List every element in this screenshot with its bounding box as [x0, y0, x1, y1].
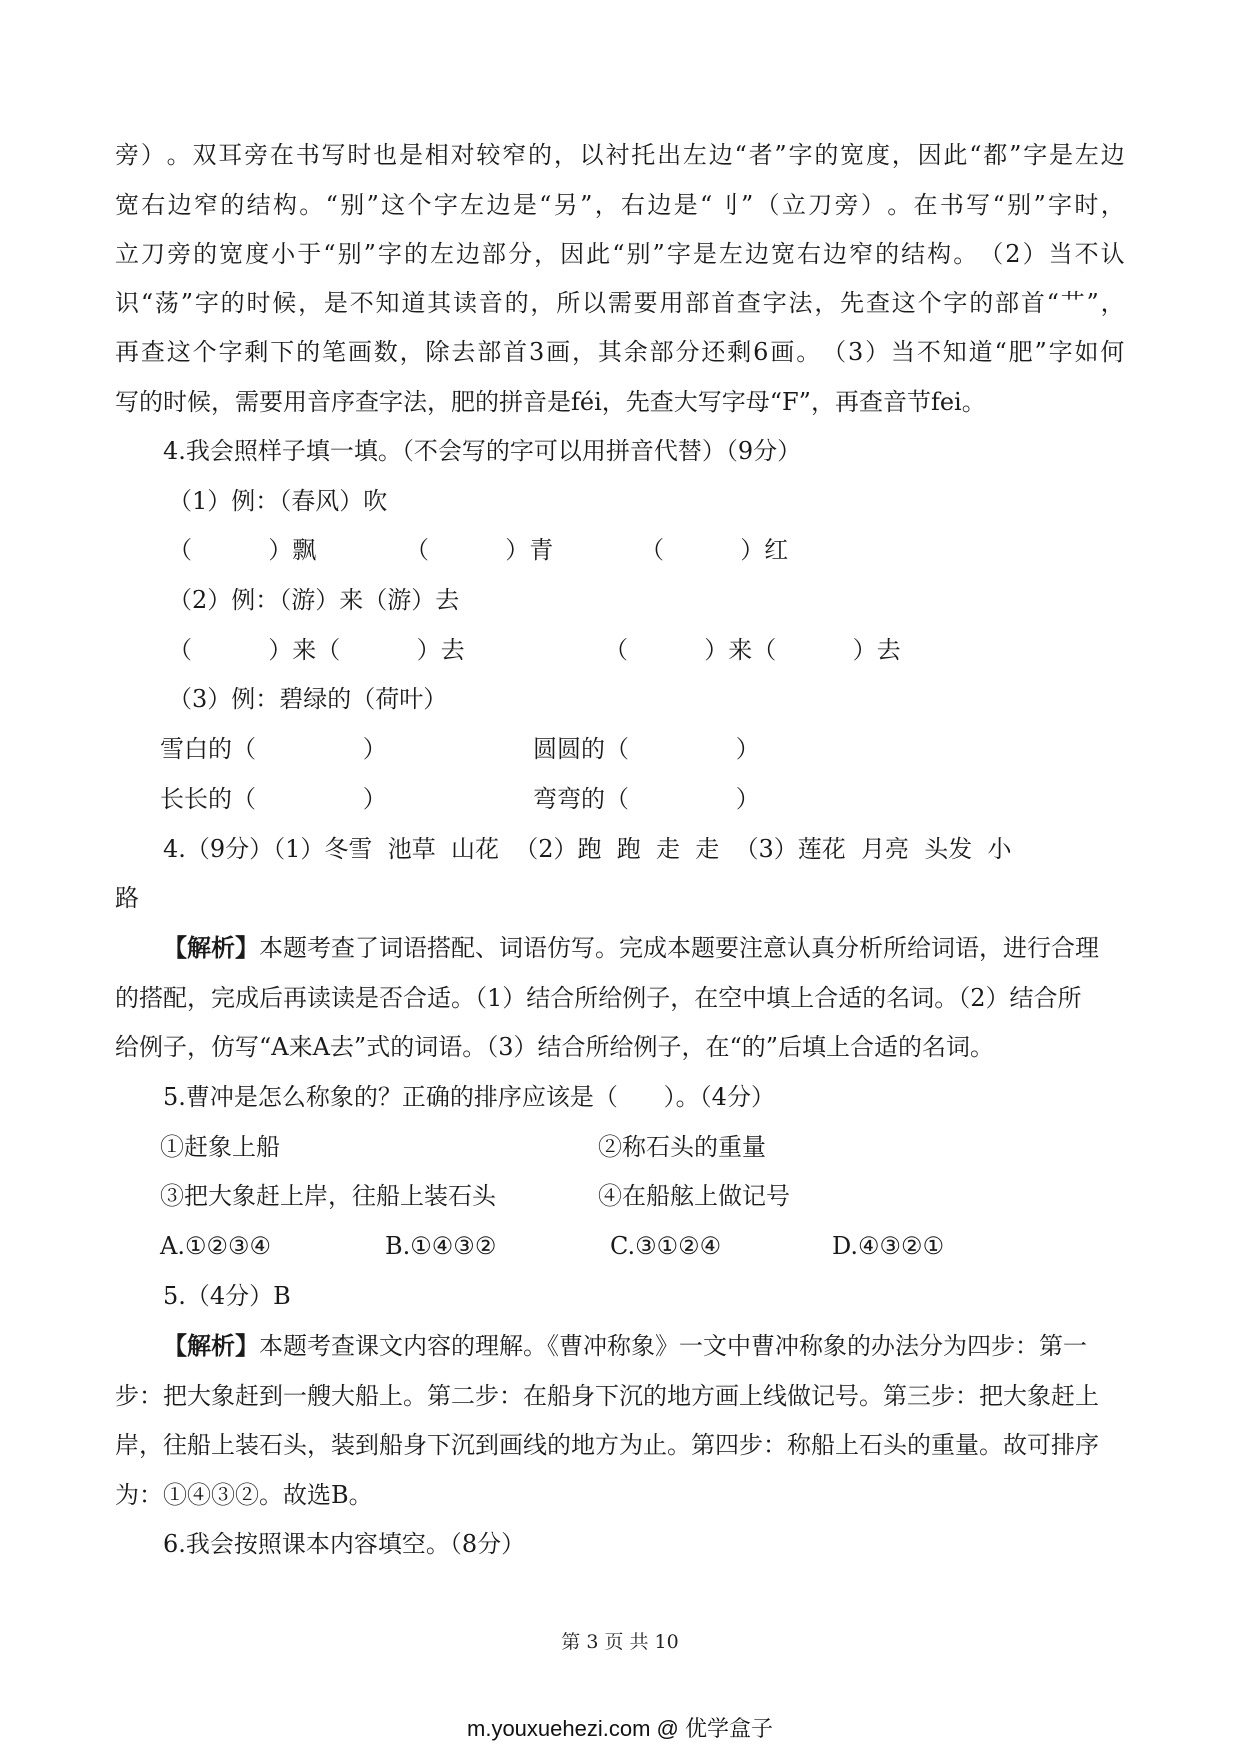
- q4-blank-9: 弯弯的（ ）: [533, 785, 760, 813]
- site-watermark: m.youxuehezi.com @ 优学盒子: [467, 1716, 773, 1741]
- q5-choice-d: D.④③②①: [832, 1232, 945, 1260]
- q4-blank-5: （ ）来（ ）去: [604, 636, 901, 664]
- q4-answer-cont: 路: [115, 884, 139, 912]
- q4-example-1: （1）例：（春风）吹: [168, 487, 388, 515]
- q4-blank-3: （ ）红: [640, 536, 789, 564]
- paragraph-line: 旁 ） 。 双 耳 旁 在 书 写 时 也 是 相 对 较 窄 的 ， 以 衬 托 出 左 边 “ 者 ” 字 的 宽 度 ， 因 此 “ 都 ” 字 是 左 边: [115, 141, 1125, 169]
- question-4-title: 4.我会照样子填一填。（不会写的字可以用拼音代替）（9分）: [163, 437, 802, 465]
- q5-option-2: ②称石头的重量: [598, 1133, 766, 1161]
- analysis-text: 本题考查了词语搭配、词语仿写。完成本题要注意认真分析所给词语，进行合理: [259, 934, 1099, 962]
- q4-blank-1: （ ）飘: [168, 536, 317, 564]
- q4-blank-7: 圆圆的（ ）: [533, 735, 760, 763]
- q5-answer: 5.（4分）B: [163, 1282, 291, 1310]
- q5-analysis-line-2: 步：把大象赶到一艘大船上。第二步：在船身下沉的地方画上线做记号。第三步：把大象赶上: [115, 1382, 1099, 1410]
- q5-analysis-line-4: 为：①④③②。故选B。: [115, 1481, 373, 1509]
- q4-blank-2: （ ）青: [405, 536, 554, 564]
- paragraph-line: 再 查 这 个 字 剩 下 的 笔 画 数 ， 除 去 部 首 3 画 ， 其 余 部 分 还 剩 6 画 。 （ 3 ） 当 不 知 道 “ 肥 ” 字 如 何: [115, 338, 1125, 366]
- paragraph-line: 写的时候，需要用音序查字法，肥的拼音是féi，先查大写字母“F”，再查音节fei。: [115, 388, 986, 416]
- paragraph-line: 识 “ 荡 ” 字 的 时 候 ， 是 不 知 道 其 读 音 的 ， 所 以 需 要 用 部 首 查 字 法 ， 先 查 这 个 字 的 部 首 “ 艹 ” ，: [115, 289, 1125, 317]
- q5-analysis-line-1: [163, 1330, 1087, 1362]
- q4-example-2: （2）例：（游）来（游）去: [168, 586, 460, 614]
- analysis-label: 【解析】: [163, 1331, 259, 1360]
- paragraph-line: 宽 右 边 窄 的 结 构 。 “ 别 ” 这 个 字 左 边 是 “ 另 ” ， 右 边 是 “ 刂 ” （ 立 刀 旁 ） 。 在 书 写 “ 别 ” 字 时 ，: [115, 191, 1125, 219]
- page-footer: 第 3 页 共 10: [561, 1631, 679, 1653]
- q5-option-3: ③把大象赶上岸，往船上装石头: [160, 1182, 496, 1210]
- paragraph-line: 立 刀 旁 的 宽 度 小 于 “ 别 ” 字 的 左 边 部 分 ， 因 此 “ 别 ” 字 是 左 边 宽 右 边 窄 的 结 构 。 （ 2 ） 当 不 认: [115, 240, 1125, 268]
- q4-blank-8: 长长的（ ）: [160, 785, 387, 813]
- q5-choice-b: B.①④③②: [385, 1232, 497, 1260]
- q4-example-3: （3）例：碧绿的（荷叶）: [168, 685, 448, 713]
- q4-blank-4: （ ）来（ ）去: [168, 636, 465, 664]
- q4-analysis-line-3: 给例子，仿写“A来A去”式的词语。（3）结合所给例子，在“的”后填上合适的名词。: [115, 1033, 995, 1061]
- q4-blank-6: 雪白的（ ）: [160, 735, 387, 763]
- analysis-label: 【解析】: [163, 933, 259, 962]
- q5-analysis-line-3: 岸，往船上装石头，装到船身下沉到画线的地方为止。第四步：称船上石头的重量。故可排序: [115, 1431, 1099, 1459]
- q5-choice-c: C.③①②④: [610, 1232, 722, 1260]
- q5-choice-a: A.①②③④: [160, 1232, 272, 1260]
- question-5-title: 5.曹冲是怎么称象的？正确的排序应该是（ ）。（4分）: [163, 1083, 775, 1111]
- q4-answer: 4.（9分）（1）冬雪 池草 山花 （2）跑 跑 走 走 （3）莲花 月亮 头发 小: [163, 835, 1012, 863]
- q4-analysis-line-2: 的搭配，完成后再读读是否合适。（1）结合所给例子，在空中填上合适的名词。（2）结合所: [115, 984, 1082, 1012]
- question-6-title: 6.我会按照课本内容填空。（8分）: [163, 1530, 526, 1558]
- analysis-text: 本题考查课文内容的理解。《曹冲称象》一文中曹冲称象的办法分为四步：第一: [259, 1332, 1087, 1360]
- q5-option-4: ④在船舷上做记号: [598, 1182, 790, 1210]
- q5-option-1: ①赶象上船: [160, 1133, 280, 1161]
- q4-analysis-line-1: [163, 932, 1099, 964]
